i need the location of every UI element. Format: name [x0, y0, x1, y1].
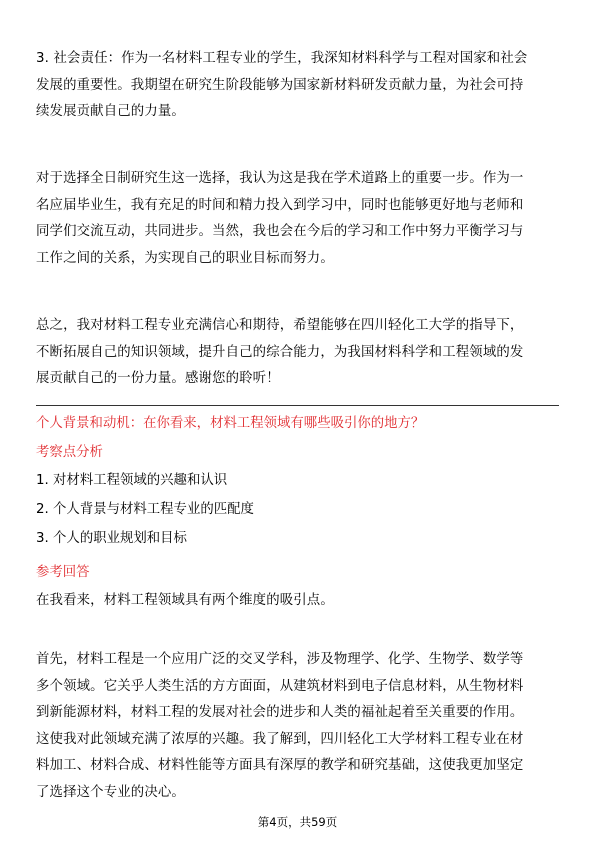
paragraph-line: 不断拓展自己的知识领域，提升自己的综合能力，为我国材料科学和工程领域的发 [36, 344, 524, 360]
paragraph-line: 这使我对此领域充满了浓厚的兴趣。我了解到，四川轻化工大学材料工程专业在材 [36, 731, 524, 747]
paragraph-line: 多个领域。它关乎人类生活的方方面面，从建筑材料到电子信息材料，从生物材料 [36, 678, 524, 694]
paragraph-line: 工作之间的关系，为实现自己的职业目标而努力。 [36, 250, 334, 266]
analysis-point: 1. 对材料工程领域的兴趣和认识 [36, 473, 228, 488]
paragraph-line: 发展的重要性。我期望在研究生阶段能够为国家新材料研发贡献力量，为社会可持 [36, 77, 524, 93]
paragraph-line: 料加工、材料合成、材料性能等方面具有深厚的教学和研究基础，这使我更加坚定 [36, 758, 524, 773]
page-number: 第4页，共59页 [257, 815, 338, 829]
section-divider [36, 405, 559, 406]
paragraph-line: 在我看来，材料工程领域具有两个维度的吸引点。 [36, 593, 334, 608]
paragraph-line: 了选择这个专业的决心。 [36, 784, 185, 800]
paragraph-line: 3. 社会责任：作为一名材料工程专业的学生，我深知材料科学与工程对国家和社会 [36, 51, 528, 66]
answer-intro [36, 588, 566, 615]
paragraph-line: 总之，我对材料工程专业充满信心和期待，希望能够在四川轻化工大学的指导下， [36, 318, 524, 333]
analysis-point: 3. 个人的职业规划和目标 [36, 531, 187, 546]
analysis-point: 2. 个人背景与材料工程专业的匹配度 [36, 502, 254, 517]
paragraph-social-responsibility [36, 46, 566, 126]
paragraph-line: 续发展贡献自己的力量。 [36, 104, 185, 119]
paragraph-line: 同学们交流互动，共同进步。当然，我也会在今后的学习和工作中努力平衡学习与 [36, 224, 524, 239]
question-title: 个人背景和动机：在你看来，材料工程领域有哪些吸引你的地方？ [36, 416, 425, 431]
answer-first-point [36, 647, 566, 806]
paragraph-line: 名应届毕业生，我有充足的时间和精力投入到学习中，同时也能够更好地与老师和 [36, 197, 524, 213]
analysis-heading: 考察点分析 [36, 445, 103, 460]
paragraph-line: 首先，材料工程是一个应用广泛的交叉学科，涉及物理学、化学、生物学、数学等 [36, 652, 524, 667]
answer-heading: 参考回答 [36, 565, 90, 580]
paragraph-line: 展贡献自己的一份力量。感谢您的聆听！ [36, 371, 280, 386]
paragraph-conclusion [36, 313, 566, 393]
paragraph-full-time [36, 166, 566, 272]
paragraph-line: 到新能源材料，材料工程的发展对社会的进步和人类的福祉起着至关重要的作用。 [36, 705, 524, 720]
paragraph-line: 对于选择全日制研究生这一选择，我认为这是我在学术道路上的重要一步。作为一 [36, 171, 524, 186]
